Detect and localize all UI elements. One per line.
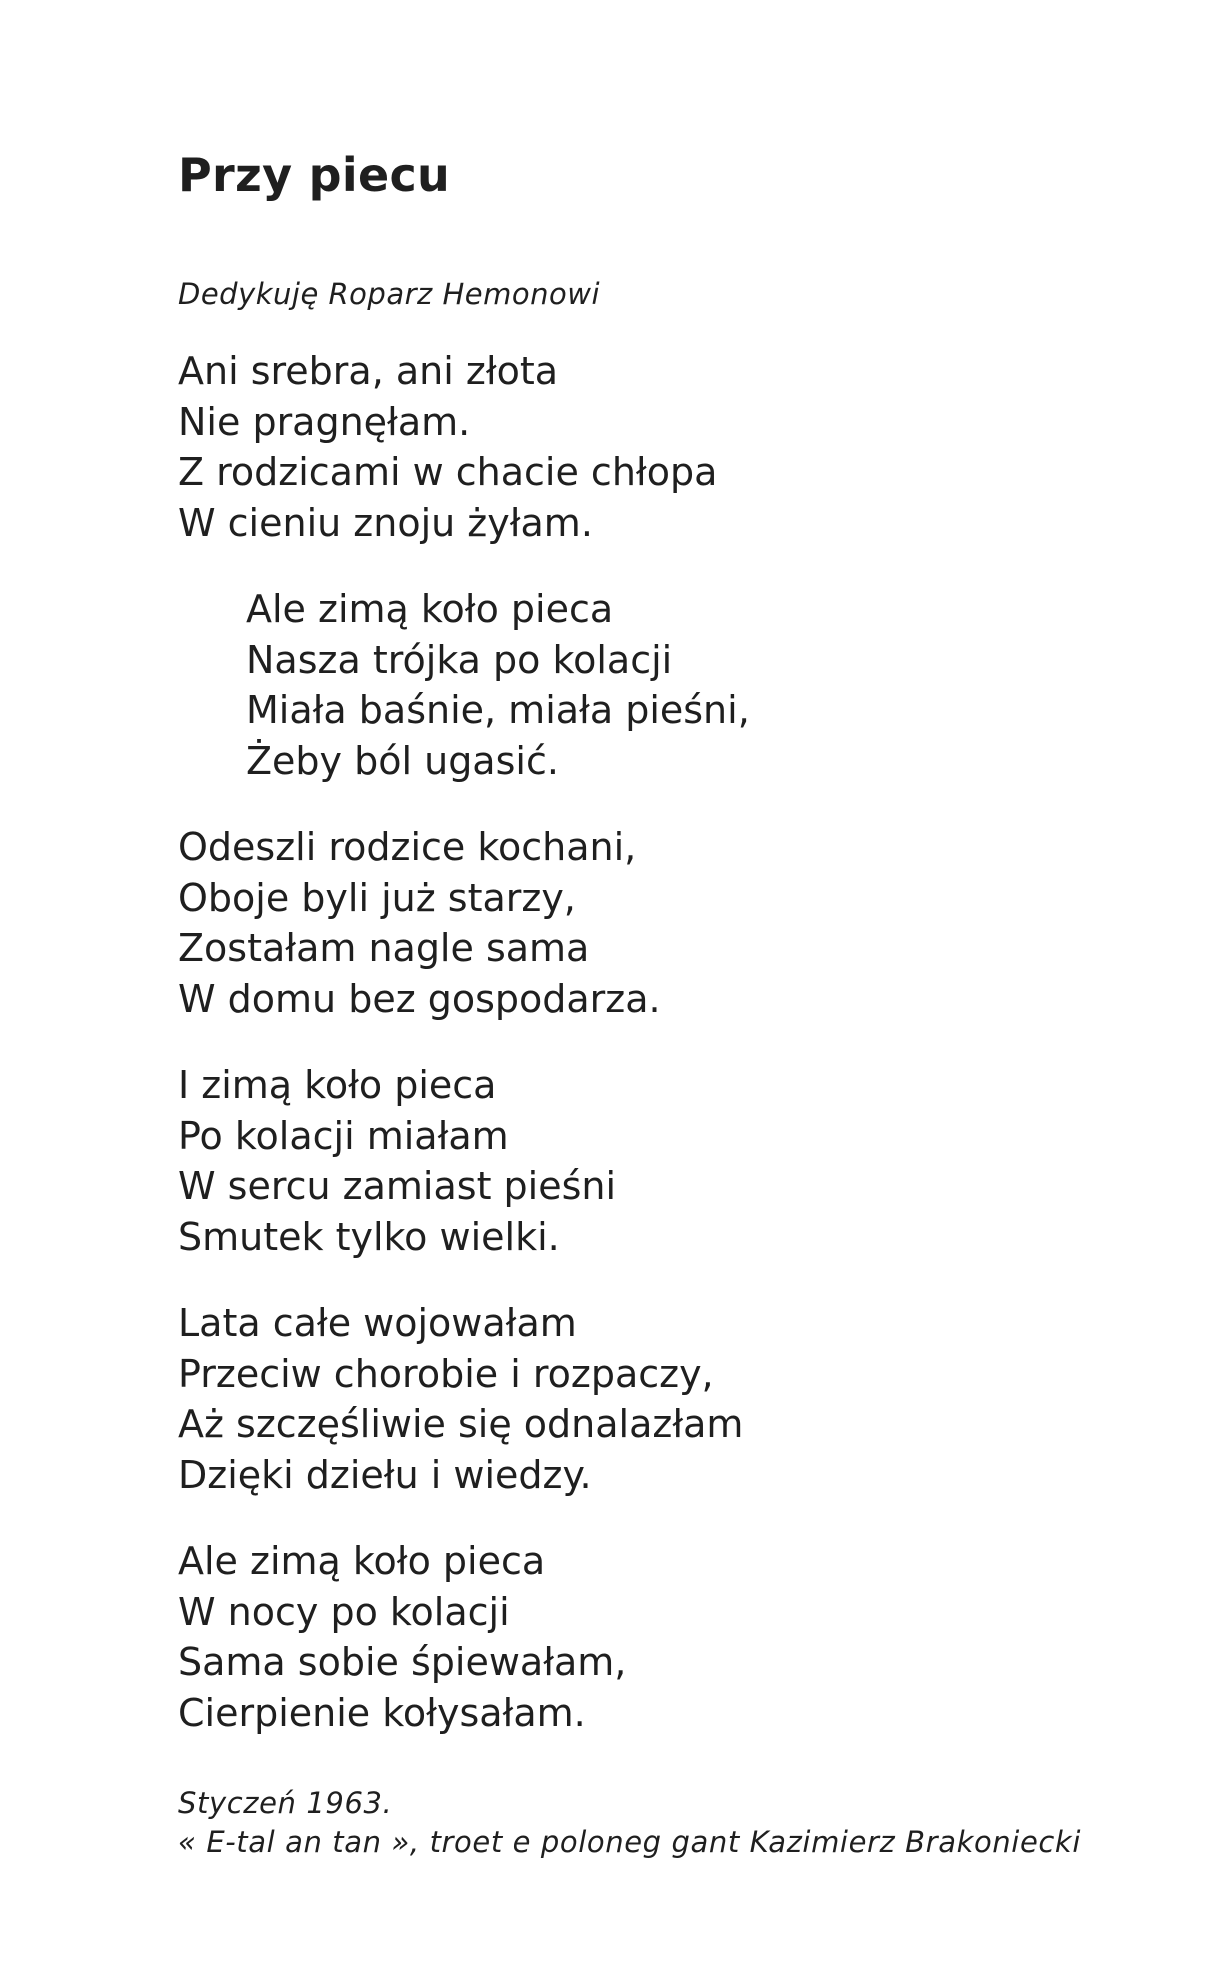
verse-line: Przeciw chorobie i rozpaczy, <box>178 1351 714 1396</box>
stanza-5 <box>178 1298 1178 1500</box>
verse-line: Ale zimą koło pieca <box>246 587 614 631</box>
verse-line: Sama sobie śpiewałam, <box>178 1640 627 1684</box>
poem-date: Styczeń 1963. <box>178 1786 393 1820</box>
verse-line: W nocy po kolacji <box>178 1589 510 1634</box>
verse-line: Ani srebra, ani złota <box>178 349 559 393</box>
poem-footer <box>178 1784 1178 1862</box>
verse-line: Nasza trójka po kolacji <box>246 637 673 682</box>
poem-title: Przy piecu <box>178 148 451 202</box>
verse-line: Smutek tylko wielki. <box>178 1214 560 1259</box>
verse-line: Nie pragnęłam. <box>178 399 471 444</box>
stanza-1 <box>178 346 1178 548</box>
translation-credit: « E-tal an tan », troet e poloneg gant Kazimierz Brakoniecki <box>178 1825 1081 1859</box>
stanza-4 <box>178 1060 1178 1262</box>
verse-line: Aż szczęśliwie się odnalazłam <box>178 1402 744 1446</box>
verse-line: Zostałam nagle sama <box>178 926 590 970</box>
verse-line: Lata całe wojowałam <box>178 1301 577 1345</box>
verse-line: Po kolacji miałam <box>178 1113 509 1158</box>
verse-line: W domu bez gospodarza. <box>178 976 661 1021</box>
stanza-2-refrain <box>178 584 1178 786</box>
verse-line: Odeszli rodzice kochani, <box>178 825 637 869</box>
verse-line: W sercu zamiast pieśni <box>178 1164 617 1208</box>
verse-line: Żeby ból ugasić. <box>246 738 559 783</box>
verse-line: Oboje byli już starzy, <box>178 875 576 920</box>
verse-line: Ale zimą koło pieca <box>178 1539 546 1583</box>
dedication: Dedykuję Roparz Hemonowi <box>178 277 601 311</box>
verse-line: Z rodzicami w chacie chłopa <box>178 450 718 494</box>
verse-line: Miała baśnie, miała pieśni, <box>246 688 750 732</box>
stanza-6 <box>178 1536 1178 1738</box>
verse-line: I zimą koło pieca <box>178 1063 497 1107</box>
stanza-3 <box>178 822 1178 1024</box>
poem-page <box>178 140 1178 1862</box>
verse-line: Dzięki dziełu i wiedzy. <box>178 1452 592 1497</box>
verse-line: Cierpienie kołysałam. <box>178 1690 586 1735</box>
verse-line: W cieniu znoju żyłam. <box>178 500 593 545</box>
